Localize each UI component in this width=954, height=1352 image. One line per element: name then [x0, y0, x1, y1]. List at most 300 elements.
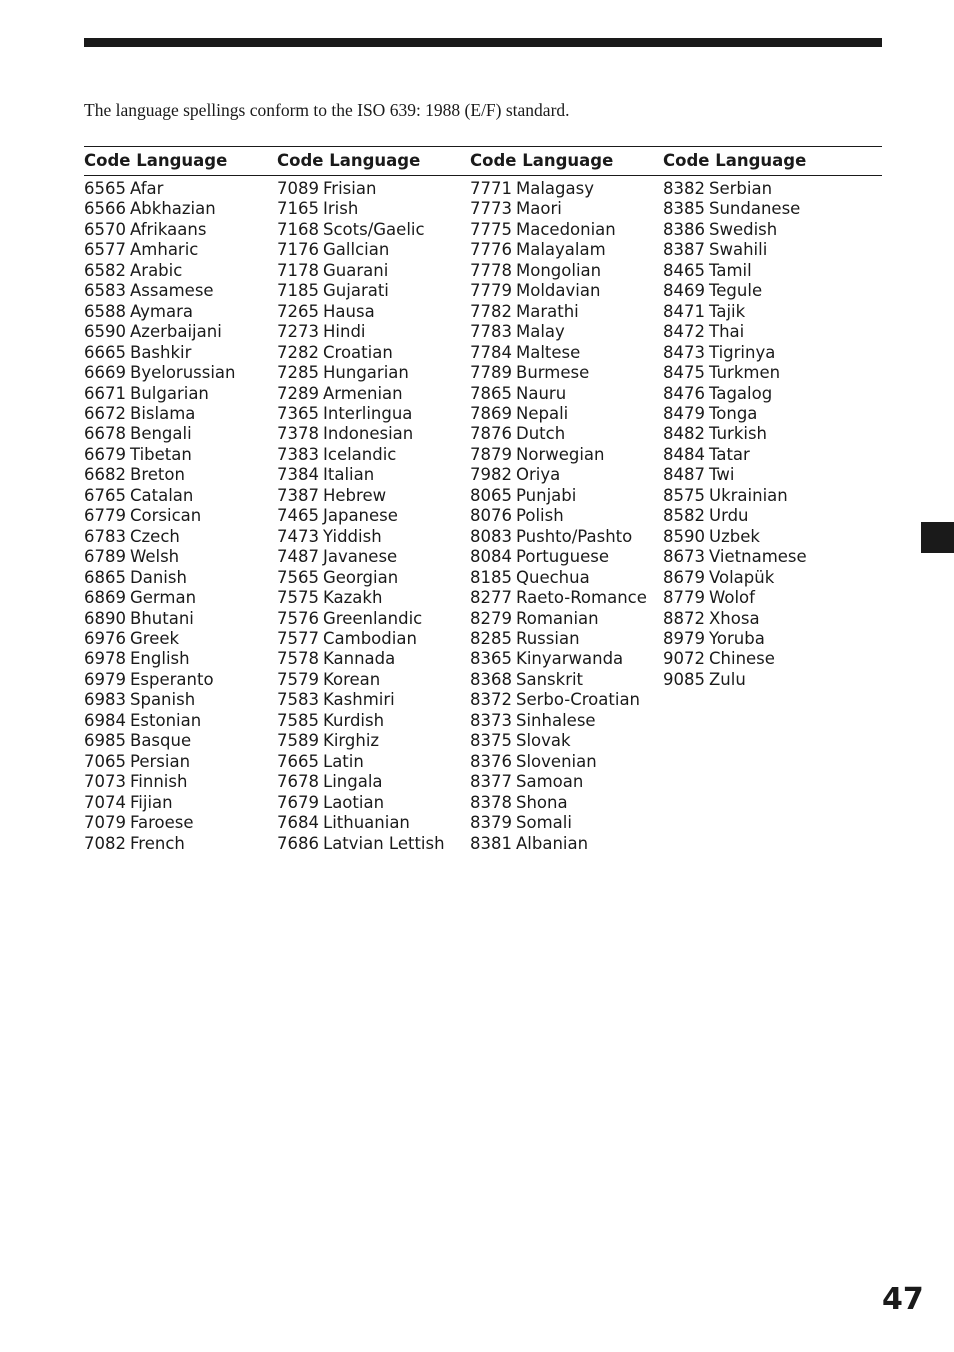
language-code: 8379	[470, 813, 512, 833]
language-row	[277, 629, 445, 649]
language-row	[663, 302, 807, 322]
language-name: Javanese	[323, 547, 398, 567]
language-code: 6565	[84, 179, 126, 198]
language-code: 8679	[663, 567, 705, 587]
language-name: Azerbaijani	[130, 322, 222, 342]
language-name: Samoan	[516, 772, 584, 792]
language-row	[470, 609, 647, 629]
language-name: Russian	[516, 628, 580, 648]
language-code: 7773	[470, 199, 512, 219]
language-row	[470, 527, 647, 547]
language-row	[84, 363, 236, 383]
language-row	[84, 240, 236, 260]
language-code: 7869	[470, 403, 512, 423]
language-row	[84, 711, 236, 731]
language-name: Greek	[130, 628, 180, 648]
language-name: Bengali	[130, 424, 192, 444]
language-row	[470, 363, 647, 383]
language-row	[470, 404, 647, 424]
language-code: 8372	[470, 690, 512, 710]
language-name: Abkhazian	[130, 199, 216, 219]
language-row	[663, 220, 807, 240]
language-code: 8385	[663, 199, 705, 219]
language-name: French	[130, 833, 185, 853]
language-name: Tegule	[709, 281, 763, 301]
language-row	[84, 731, 236, 751]
language-code: 8279	[470, 608, 512, 628]
language-name: Macedonian	[516, 219, 616, 239]
language-row	[84, 547, 236, 567]
language-row	[470, 445, 647, 465]
language-name: Czech	[130, 526, 180, 546]
language-name: Uzbek	[709, 526, 760, 546]
language-name: Tibetan	[130, 444, 192, 464]
language-code: 7265	[277, 301, 319, 321]
language-name: Turkmen	[709, 363, 781, 383]
language-code: 7487	[277, 547, 319, 567]
language-name: Bislama	[130, 403, 196, 423]
language-code: 7565	[277, 567, 319, 587]
language-name: Cambodian	[323, 628, 417, 648]
language-code: 7771	[470, 179, 512, 198]
language-row	[470, 220, 647, 240]
language-name: Shona	[516, 792, 568, 812]
language-code: 8378	[470, 792, 512, 812]
language-row	[277, 465, 445, 485]
language-column-2	[277, 150, 467, 853]
language-row	[84, 506, 236, 526]
language-code: 8381	[470, 833, 512, 853]
language-code: 8471	[663, 301, 705, 321]
language-name: Nauru	[516, 383, 567, 403]
language-code: 7876	[470, 424, 512, 444]
language-row	[277, 220, 445, 240]
language-code: 8779	[663, 588, 705, 608]
language-row	[470, 629, 647, 649]
language-name: Yiddish	[323, 526, 382, 546]
language-name: Greenlandic	[323, 608, 423, 628]
language-column-4	[663, 150, 853, 689]
language-code: 6779	[84, 506, 126, 526]
language-row	[470, 772, 647, 792]
language-code: 7074	[84, 792, 126, 812]
language-row	[277, 649, 445, 669]
language-name: German	[130, 588, 197, 608]
language-code: 6669	[84, 363, 126, 383]
language-code: 7783	[470, 322, 512, 342]
language-row	[277, 752, 445, 772]
language-name: Raeto-Romance	[516, 588, 647, 608]
language-code: 6984	[84, 710, 126, 730]
language-code: 7879	[470, 444, 512, 464]
language-row	[470, 568, 647, 588]
language-name: Bulgarian	[130, 383, 209, 403]
language-row	[84, 322, 236, 342]
language-code: 8076	[470, 506, 512, 526]
language-name: Guarani	[323, 260, 389, 280]
language-code: 8479	[663, 403, 705, 423]
language-name: Kashmiri	[323, 690, 395, 710]
language-name: Hungarian	[323, 363, 409, 383]
language-code: 7775	[470, 219, 512, 239]
language-code: 8872	[663, 608, 705, 628]
language-row	[470, 813, 647, 833]
language-code: 7579	[277, 669, 319, 689]
language-row	[277, 711, 445, 731]
intro-text: The language spellings conform to the ISO 639: 1988 (E/F) standard.	[84, 100, 570, 120]
language-name: Kinyarwanda	[516, 649, 624, 669]
language-row	[277, 506, 445, 526]
language-name: Tamil	[709, 260, 752, 280]
language-name: Danish	[130, 567, 187, 587]
language-code: 7168	[277, 219, 319, 239]
language-code: 8484	[663, 444, 705, 464]
language-code: 6583	[84, 281, 126, 301]
language-row	[84, 772, 236, 792]
language-code: 7776	[470, 240, 512, 260]
language-row	[470, 199, 647, 219]
language-row	[470, 547, 647, 567]
table-header-rule	[84, 175, 882, 176]
language-name: Japanese	[323, 506, 398, 526]
language-row	[84, 445, 236, 465]
language-code: 6783	[84, 526, 126, 546]
language-row	[663, 199, 807, 219]
language-code: 6985	[84, 731, 126, 751]
language-name: Tatar	[709, 444, 750, 464]
language-row	[84, 793, 236, 813]
language-row	[277, 404, 445, 424]
language-name: Urdu	[709, 506, 749, 526]
language-name: Nepali	[516, 403, 569, 423]
language-name: Burmese	[516, 363, 590, 383]
language-code: 7073	[84, 772, 126, 792]
language-row	[84, 813, 236, 833]
language-name: Vietnamese	[709, 547, 807, 567]
language-name: Polish	[516, 506, 564, 526]
language-row	[277, 281, 445, 301]
language-code: 7178	[277, 260, 319, 280]
language-row	[277, 547, 445, 567]
language-row	[277, 302, 445, 322]
language-code: 6566	[84, 199, 126, 219]
language-column-1	[84, 150, 274, 853]
language-name: Lingala	[323, 772, 383, 792]
language-name: Persian	[130, 751, 191, 771]
language-name: Slovak	[516, 731, 571, 751]
language-name: Tagalog	[709, 383, 773, 403]
language-code: 6672	[84, 403, 126, 423]
language-name: Latvian Lettish	[323, 833, 445, 853]
language-code: 7585	[277, 710, 319, 730]
language-row	[84, 588, 236, 608]
language-row	[84, 609, 236, 629]
language-name: Spanish	[130, 690, 196, 710]
language-code: 7079	[84, 813, 126, 833]
language-code: 8375	[470, 731, 512, 751]
language-code: 6590	[84, 322, 126, 342]
language-row	[470, 384, 647, 404]
language-name: Turkish	[709, 424, 768, 444]
language-code: 9072	[663, 649, 705, 669]
language-name: Indonesian	[323, 424, 414, 444]
language-name: Punjabi	[516, 485, 577, 505]
language-row	[277, 261, 445, 281]
language-name: Italian	[323, 465, 375, 485]
language-row	[470, 424, 647, 444]
language-code: 7575	[277, 588, 319, 608]
language-code: 7583	[277, 690, 319, 710]
language-row	[84, 752, 236, 772]
language-code: 7779	[470, 281, 512, 301]
language-name: Aymara	[130, 301, 194, 321]
language-name: Welsh	[130, 547, 180, 567]
language-row	[84, 384, 236, 404]
language-row	[84, 220, 236, 240]
language-code: 8365	[470, 649, 512, 669]
language-code: 7465	[277, 506, 319, 526]
language-code: 7378	[277, 424, 319, 444]
language-code: 7176	[277, 240, 319, 260]
language-row	[277, 834, 445, 854]
language-code: 8475	[663, 363, 705, 383]
language-name: Malayalam	[516, 240, 606, 260]
language-code: 7784	[470, 342, 512, 362]
language-name: Lithuanian	[323, 813, 410, 833]
language-row	[663, 670, 807, 690]
language-code: 6890	[84, 608, 126, 628]
language-code: 7679	[277, 792, 319, 812]
language-code: 7865	[470, 383, 512, 403]
language-row	[470, 322, 647, 342]
language-code: 6577	[84, 240, 126, 260]
language-name: Swedish	[709, 219, 778, 239]
language-row	[663, 465, 807, 485]
language-name: Catalan	[130, 485, 194, 505]
language-name: Malay	[516, 322, 565, 342]
language-name: Assamese	[130, 281, 214, 301]
language-row	[277, 793, 445, 813]
language-code: 7273	[277, 322, 319, 342]
language-name: Afrikaans	[130, 219, 207, 239]
language-row	[470, 588, 647, 608]
column-header: Code Language	[84, 151, 228, 170]
language-code: 8673	[663, 547, 705, 567]
language-name: Albanian	[516, 833, 589, 853]
language-row	[470, 179, 647, 199]
language-code: 8472	[663, 322, 705, 342]
language-row	[277, 486, 445, 506]
language-name: Corsican	[130, 506, 202, 526]
language-row	[277, 772, 445, 792]
page-number: 47	[882, 1282, 924, 1317]
language-row	[663, 240, 807, 260]
language-row	[470, 343, 647, 363]
language-column-3	[470, 150, 660, 853]
language-code: 8368	[470, 669, 512, 689]
language-row	[84, 343, 236, 363]
language-row	[84, 281, 236, 301]
language-code: 8373	[470, 710, 512, 730]
language-row	[84, 649, 236, 669]
language-name: Xhosa	[709, 608, 760, 628]
language-row	[663, 609, 807, 629]
language-name: Yoruba	[709, 628, 765, 648]
language-name: Bhutani	[130, 608, 194, 628]
language-name: Croatian	[323, 342, 393, 362]
language-name: Slovenian	[516, 751, 597, 771]
language-row	[84, 424, 236, 444]
language-code: 7665	[277, 751, 319, 771]
language-code: 6679	[84, 444, 126, 464]
language-name: Breton	[130, 465, 185, 485]
language-code: 6588	[84, 301, 126, 321]
language-name: Icelandic	[323, 444, 397, 464]
language-name: Kazakh	[323, 588, 383, 608]
language-row	[277, 690, 445, 710]
language-name: Pushto/Pashto	[516, 526, 633, 546]
language-row	[663, 547, 807, 567]
language-name: Swahili	[709, 240, 768, 260]
language-row	[470, 834, 647, 854]
language-row	[84, 404, 236, 424]
language-code: 8083	[470, 526, 512, 546]
language-code: 8465	[663, 260, 705, 280]
language-code: 6678	[84, 424, 126, 444]
language-code: 7185	[277, 281, 319, 301]
language-code: 6976	[84, 628, 126, 648]
language-row	[470, 690, 647, 710]
language-name: Thai	[709, 322, 745, 342]
language-code: 7383	[277, 444, 319, 464]
language-name: Sinhalese	[516, 710, 596, 730]
language-code: 8582	[663, 506, 705, 526]
language-code: 6570	[84, 219, 126, 239]
language-name: Gujarati	[323, 281, 389, 301]
language-name: Chinese	[709, 649, 775, 669]
language-code: 6979	[84, 669, 126, 689]
language-name: Oriya	[516, 465, 561, 485]
language-row	[470, 793, 647, 813]
language-code: 8387	[663, 240, 705, 260]
column-header: Code Language	[470, 151, 614, 170]
language-name: Hebrew	[323, 485, 387, 505]
language-row	[663, 588, 807, 608]
language-name: Latin	[323, 751, 364, 771]
language-row	[470, 486, 647, 506]
language-code: 7065	[84, 751, 126, 771]
language-code: 6671	[84, 383, 126, 403]
language-name: Somali	[516, 813, 572, 833]
language-code: 8482	[663, 424, 705, 444]
column-header: Code Language	[277, 151, 421, 170]
language-name: Laotian	[323, 792, 385, 812]
language-row	[277, 670, 445, 690]
language-name: Hindi	[323, 322, 366, 342]
table-top-rule	[84, 146, 882, 147]
language-code: 7365	[277, 403, 319, 423]
language-row	[663, 424, 807, 444]
language-list	[84, 179, 236, 854]
language-list	[277, 179, 445, 854]
language-code: 8575	[663, 485, 705, 505]
language-name: Amharic	[130, 240, 199, 260]
language-code: 6869	[84, 588, 126, 608]
language-row	[277, 731, 445, 751]
language-name: Interlingua	[323, 403, 413, 423]
language-code: 7576	[277, 608, 319, 628]
language-row	[663, 629, 807, 649]
language-code: 8285	[470, 628, 512, 648]
language-code: 7578	[277, 649, 319, 669]
language-row	[277, 445, 445, 465]
language-row	[277, 588, 445, 608]
language-name: Arabic	[130, 260, 183, 280]
language-name: Kirghiz	[323, 731, 380, 751]
language-row	[84, 690, 236, 710]
language-name: Armenian	[323, 383, 403, 403]
language-name: Maltese	[516, 342, 581, 362]
language-row	[470, 261, 647, 281]
language-name: Georgian	[323, 567, 399, 587]
language-code: 6765	[84, 485, 126, 505]
language-name: Faroese	[130, 813, 194, 833]
language-row	[663, 568, 807, 588]
top-rule	[84, 38, 882, 47]
language-code: 7678	[277, 772, 319, 792]
language-row	[663, 322, 807, 342]
language-code: 7577	[277, 628, 319, 648]
language-row	[84, 465, 236, 485]
language-row	[84, 199, 236, 219]
language-code: 6865	[84, 567, 126, 587]
language-code: 7089	[277, 179, 319, 198]
language-code: 8382	[663, 179, 705, 198]
language-row	[470, 670, 647, 690]
language-name: Quechua	[516, 567, 590, 587]
language-row	[84, 527, 236, 547]
language-name: Tigrinya	[709, 342, 776, 362]
language-name: Serbian	[709, 179, 773, 198]
language-row	[663, 527, 807, 547]
language-name: Ukrainian	[709, 485, 788, 505]
language-row	[277, 343, 445, 363]
language-row	[277, 199, 445, 219]
language-code: 8277	[470, 588, 512, 608]
language-code: 7684	[277, 813, 319, 833]
language-row	[470, 731, 647, 751]
language-row	[663, 649, 807, 669]
language-name: Finnish	[130, 772, 188, 792]
language-code: 7282	[277, 342, 319, 362]
language-row	[277, 240, 445, 260]
language-code: 7778	[470, 260, 512, 280]
language-row	[277, 384, 445, 404]
language-name: Sundanese	[709, 199, 801, 219]
language-name: Norwegian	[516, 444, 605, 464]
language-code: 6582	[84, 260, 126, 280]
language-code: 8376	[470, 751, 512, 771]
language-name: Byelorussian	[130, 363, 236, 383]
language-row	[277, 179, 445, 199]
language-name: Hausa	[323, 301, 375, 321]
language-row	[84, 179, 236, 199]
section-tab-marker	[921, 522, 954, 553]
language-row	[663, 506, 807, 526]
language-list	[470, 179, 647, 854]
language-row	[84, 834, 236, 854]
language-code: 7289	[277, 383, 319, 403]
